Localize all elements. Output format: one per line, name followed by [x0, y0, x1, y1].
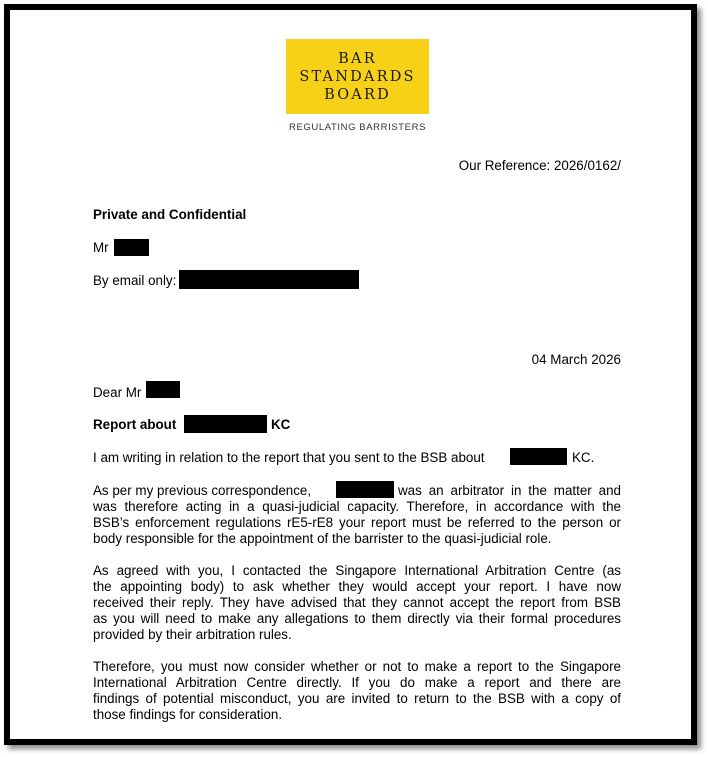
bsb-logo [286, 39, 429, 114]
paragraph-line: BSB’s enforcement regulations rE5-rE8 your report must be referred to the person or [93, 515, 621, 530]
reference-number: Our Reference: 2026/0162/ [458, 158, 621, 173]
paragraph1-line1-end: was an arbitrator in the matter and [398, 483, 621, 498]
paragraph-line: was therefore acting in a quasi-judicial capacity. Therefore, in accordance with the [93, 499, 621, 514]
paragraph-line: the appointing body) to ask whether they would accept your report. I have now [93, 579, 621, 594]
logo-line: STANDARDS [299, 68, 416, 85]
salutation: Dear Mr [93, 385, 142, 400]
logo-line: BOARD [324, 86, 391, 103]
email-label: By email only: [93, 273, 177, 288]
paragraph-line: As agreed with you, I contacted the Singapore International Arbitration Centre (as [93, 563, 621, 578]
paragraph-line: body responsible for the appointment of the barrister to the quasi-judicial role. [93, 531, 552, 546]
paragraph-1 [93, 499, 621, 547]
redaction-email [179, 270, 359, 289]
paragraph-line: received their reply. They have advised that they cannot accept the report from BSB [93, 595, 621, 610]
intro-text: I am writing in relation to the report that you sent to the BSB about [93, 450, 485, 465]
recipient-name-prefix: Mr [93, 240, 109, 255]
paragraph1-line1-start: As per my previous correspondence, [93, 483, 312, 498]
paragraph-line: International Arbitration Centre directly. If you do make a report and there are [93, 675, 621, 690]
paragraph-line: those findings for consideration. [93, 707, 283, 722]
redaction-salutation-name [146, 381, 180, 398]
logo-line: BAR [338, 50, 377, 67]
intro-suffix: KC. [572, 450, 595, 465]
redaction-intro-name [510, 448, 567, 465]
paragraph-line: findings of potential misconduct, you are invited to return to the BSB with a copy of [93, 691, 621, 706]
letter-date: 04 March 2026 [531, 352, 621, 367]
subject-prefix: Report about [93, 417, 177, 432]
redaction-recipient-name [114, 239, 149, 256]
paragraph-line: Therefore, you must now consider whether or not to make a report to the Singapore [93, 659, 621, 674]
confidential-heading: Private and Confidential [93, 207, 247, 222]
logo-tagline: REGULATING BARRISTERS [289, 122, 426, 133]
redaction-paragraph1-name [336, 481, 394, 498]
subject-suffix: KC [271, 417, 291, 432]
paragraph-line: as you will need to make any allegations to them directly via their formal procedures [93, 611, 621, 626]
paragraph-2 [93, 563, 621, 643]
paragraph-line: provided by their arbitration rules. [93, 627, 292, 642]
paragraph-3 [93, 659, 621, 723]
redaction-subject-name [184, 415, 267, 433]
